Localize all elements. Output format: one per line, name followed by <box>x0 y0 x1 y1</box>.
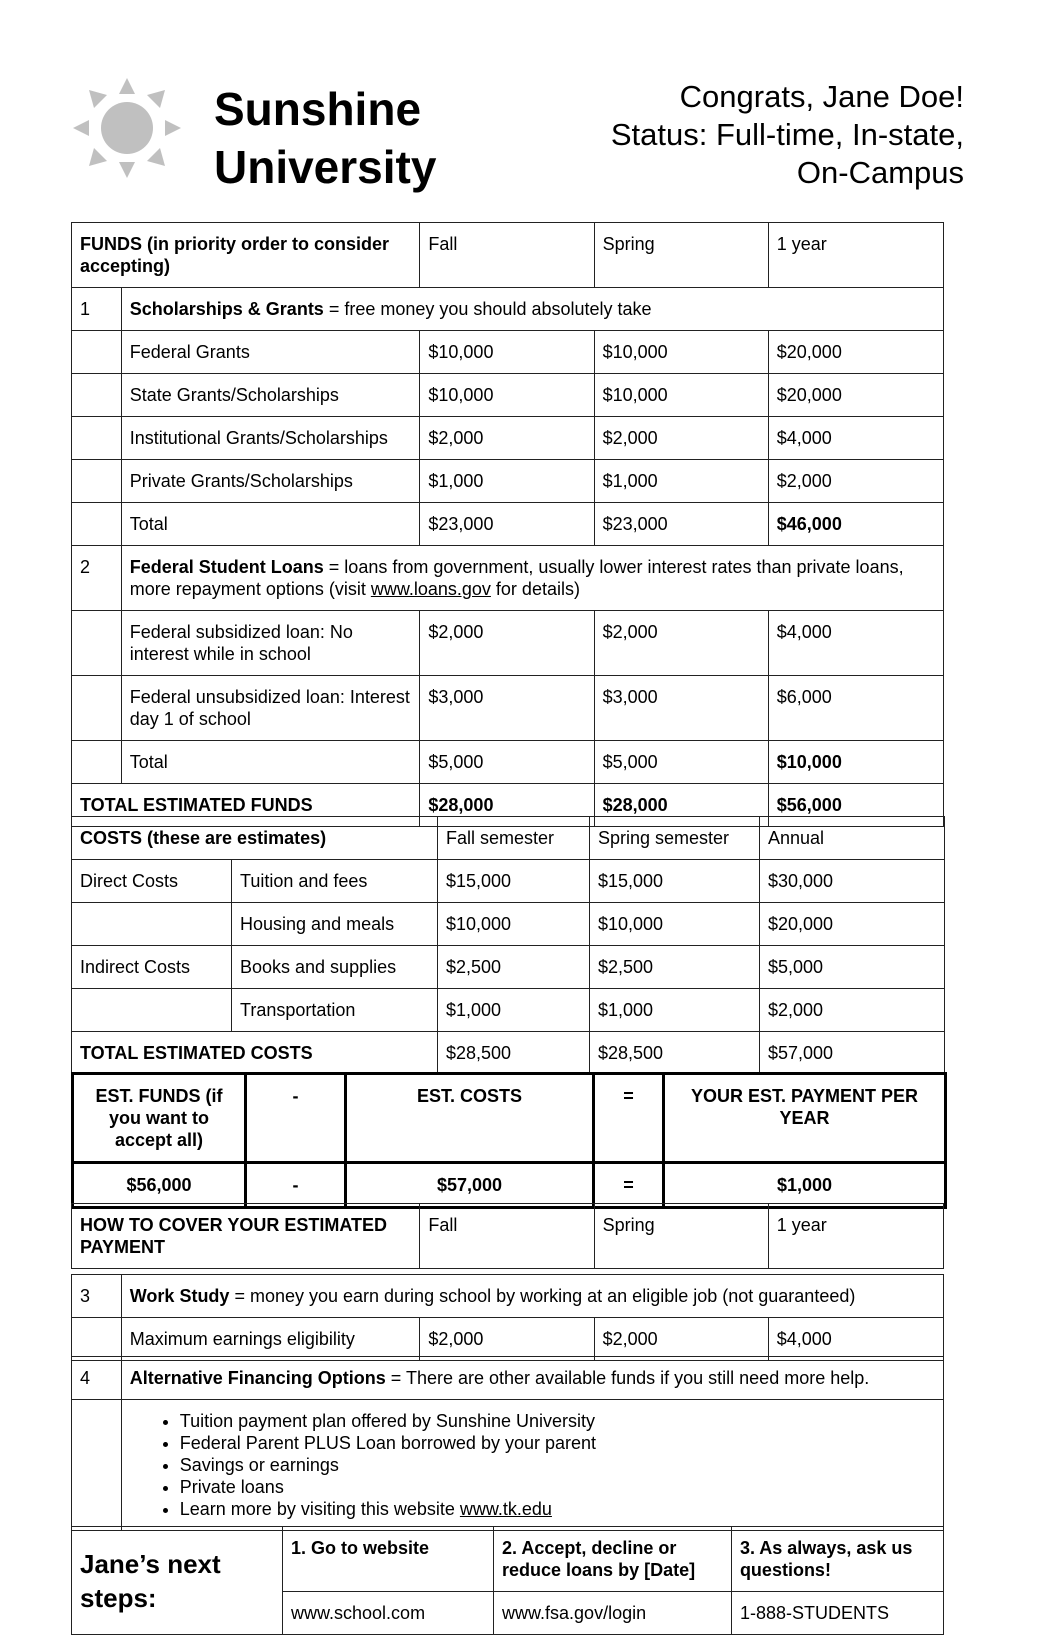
row-label: State Grants/Scholarships <box>121 374 420 417</box>
cost-spring: $15,000 <box>590 860 760 903</box>
section-title: Federal Student Loans <box>129 557 324 577</box>
list-item-text: Learn more by visiting this website <box>179 1499 460 1519</box>
list-item: • Private loans <box>180 1476 935 1498</box>
table-row <box>72 611 944 676</box>
row-label: Federal subsidized loan: No interest while in school <box>121 611 420 676</box>
step-3-label: 3. As always, ask us questions! <box>731 1527 943 1592</box>
row-year: $10,000 <box>768 741 943 784</box>
total-costs-spring: $28,500 <box>590 1032 760 1075</box>
cost-item: Transportation <box>232 989 438 1032</box>
row-fall: $1,000 <box>420 460 594 503</box>
section-desc: = free money you should absolutely take <box>323 299 652 319</box>
calc-value-equals: = <box>594 1163 664 1208</box>
options-list <box>130 1410 935 1520</box>
total-costs-label: TOTAL ESTIMATED COSTS <box>72 1032 438 1075</box>
tk-edu-link[interactable]: www.tk.edu <box>459 1499 552 1519</box>
work-study-table <box>71 1274 944 1361</box>
cover-header-title: HOW TO COVER YOUR ESTIMATED PAYMENT <box>72 1204 420 1269</box>
row-year: $2,000 <box>768 460 943 503</box>
row-label: Total <box>121 503 420 546</box>
status-line: Status: Full-time, In-state, <box>610 117 964 152</box>
cost-annual: $30,000 <box>760 860 945 903</box>
row-fall: $5,000 <box>420 741 594 784</box>
section-number: 4 <box>72 1357 122 1400</box>
table-row <box>72 1318 944 1361</box>
section-title: Work Study <box>129 1286 230 1306</box>
cost-item: Tuition and fees <box>232 860 438 903</box>
university-name-line2: University <box>214 141 437 193</box>
section-number: 3 <box>72 1275 122 1318</box>
funds-table <box>71 222 944 827</box>
costs-header-fall: Fall semester <box>438 817 590 860</box>
calc-header-equals: = <box>594 1074 664 1163</box>
list-item: • Federal Parent PLUS Loan borrowed by your parent <box>180 1432 935 1454</box>
total-costs-annual: $57,000 <box>760 1032 945 1075</box>
section-title: Scholarships & Grants <box>129 299 324 319</box>
row-spring: $1,000 <box>594 460 768 503</box>
total-funds-label: TOTAL ESTIMATED FUNDS <box>72 784 420 827</box>
step-1-label: 1. Go to website <box>283 1527 494 1592</box>
section-row-alternative <box>72 1357 944 1400</box>
row-spring: $10,000 <box>594 331 768 374</box>
section-desc: = money you earn during school by working at an eligible job (not guaranteed) <box>229 1286 856 1306</box>
calc-value-costs: $57,000 <box>346 1163 594 1208</box>
cost-item: Housing and meals <box>232 903 438 946</box>
section-description <box>121 288 943 331</box>
costs-header-spring: Spring semester <box>590 817 760 860</box>
table-row <box>72 860 945 903</box>
section-desc-end: for details) <box>490 579 580 599</box>
cost-spring: $10,000 <box>590 903 760 946</box>
cost-annual: $2,000 <box>760 989 945 1032</box>
step-2-label: 2. Accept, decline or reduce loans by [Date] <box>494 1527 732 1592</box>
cover-header-year: 1 year <box>768 1204 943 1269</box>
total-funds-fall: $28,000 <box>420 784 594 827</box>
row-spring: $2,000 <box>594 417 768 460</box>
cost-category: Indirect Costs <box>72 946 232 989</box>
table-row <box>72 946 945 989</box>
row-fall: $2,000 <box>420 417 594 460</box>
row-fall: $23,000 <box>420 503 594 546</box>
total-costs-fall: $28,500 <box>438 1032 590 1075</box>
subtotal-row <box>72 741 944 784</box>
row-spring: $2,000 <box>594 611 768 676</box>
sun-icon <box>72 78 182 188</box>
row-label: Private Grants/Scholarships <box>121 460 420 503</box>
section-number: 1 <box>72 288 122 331</box>
row-label: Total <box>121 741 420 784</box>
funds-header-year: 1 year <box>768 223 943 288</box>
table-row <box>72 374 944 417</box>
row-fall: $2,000 <box>420 1318 594 1361</box>
table-row <box>72 417 944 460</box>
subtotal-row <box>72 503 944 546</box>
congrats-message <box>611 78 964 192</box>
loans-gov-link[interactable]: www.loans.gov <box>370 579 491 599</box>
step-2-value[interactable]: www.fsa.gov/login <box>494 1592 732 1635</box>
steps-header-row <box>72 1527 944 1592</box>
funds-header-spring: Spring <box>594 223 768 288</box>
cost-spring: $2,500 <box>590 946 760 989</box>
section-description <box>121 546 943 611</box>
step-1-value[interactable]: www.school.com <box>283 1592 494 1635</box>
alternative-financing-table <box>71 1356 944 1531</box>
section-description <box>121 1357 943 1400</box>
row-fall: $10,000 <box>420 374 594 417</box>
step-3-value: 1-888-STUDENTS <box>731 1592 943 1635</box>
row-year: $46,000 <box>768 503 943 546</box>
next-steps-table <box>71 1526 944 1635</box>
document-header <box>0 0 1056 210</box>
cost-annual: $5,000 <box>760 946 945 989</box>
calc-header-payment: YOUR EST. PAYMENT PER YEAR <box>664 1074 946 1163</box>
row-year: $20,000 <box>768 331 943 374</box>
payment-calculation-table <box>71 1072 947 1209</box>
cost-category: Direct Costs <box>72 860 232 903</box>
list-item: • Savings or earnings <box>180 1454 935 1476</box>
row-spring: $2,000 <box>594 1318 768 1361</box>
next-steps-title: Jane’s next steps: <box>72 1527 283 1635</box>
row-year: $4,000 <box>768 1318 943 1361</box>
calc-value-row <box>73 1163 946 1208</box>
calc-value-payment: $1,000 <box>664 1163 946 1208</box>
section-description <box>121 1275 943 1318</box>
row-year: $4,000 <box>768 417 943 460</box>
status-line-cont: On-Campus <box>796 155 964 190</box>
cover-header-fall: Fall <box>420 1204 594 1269</box>
cover-header-spring: Spring <box>594 1204 768 1269</box>
cost-item: Books and supplies <box>232 946 438 989</box>
calc-header-row <box>73 1074 946 1163</box>
section-title: Alternative Financing Options <box>129 1368 386 1388</box>
cost-spring: $1,000 <box>590 989 760 1032</box>
options-list-cell <box>121 1400 943 1531</box>
row-label: Maximum earnings eligibility <box>121 1318 420 1361</box>
row-label: Federal Grants <box>121 331 420 374</box>
congrats-line1: Congrats, Jane Doe! <box>679 79 964 114</box>
calc-header-costs: EST. COSTS <box>346 1074 594 1163</box>
cost-category <box>72 903 232 946</box>
funds-header-row <box>72 223 944 288</box>
list-item <box>180 1498 935 1520</box>
row-year: $6,000 <box>768 676 943 741</box>
university-name <box>214 80 436 196</box>
section-row-work-study <box>72 1275 944 1318</box>
row-fall: $10,000 <box>420 331 594 374</box>
total-costs-row <box>72 1032 945 1075</box>
row-label: Federal unsubsidized loan: Interest day 1 of school <box>121 676 420 741</box>
university-name-line1: Sunshine <box>214 83 422 135</box>
cost-category <box>72 989 232 1032</box>
costs-header-row <box>72 817 945 860</box>
row-year: $20,000 <box>768 374 943 417</box>
funds-header-fall: Fall <box>420 223 594 288</box>
row-label: Institutional Grants/Scholarships <box>121 417 420 460</box>
costs-header-annual: Annual <box>760 817 945 860</box>
calc-value-funds: $56,000 <box>73 1163 246 1208</box>
table-row <box>72 460 944 503</box>
cost-fall: $10,000 <box>438 903 590 946</box>
section-desc: = There are other available funds if you still need more help. <box>385 1368 870 1388</box>
costs-header-title: COSTS (these are estimates) <box>72 817 438 860</box>
alternative-options-row <box>72 1400 944 1531</box>
cover-payment-table <box>71 1203 944 1269</box>
total-funds-year: $56,000 <box>768 784 943 827</box>
table-row <box>72 989 945 1032</box>
costs-table <box>71 816 945 1075</box>
row-spring: $23,000 <box>594 503 768 546</box>
section-row-loans <box>72 546 944 611</box>
cost-fall: $2,500 <box>438 946 590 989</box>
section-desc: = loans from government, usually lower interest rates than private loans, more repayment options (visit <box>129 557 904 599</box>
table-row <box>72 331 944 374</box>
list-item: • Tuition payment plan offered by Sunshine University <box>180 1410 935 1432</box>
row-year: $4,000 <box>768 611 943 676</box>
row-fall: $3,000 <box>420 676 594 741</box>
row-spring: $10,000 <box>594 374 768 417</box>
cost-fall: $1,000 <box>438 989 590 1032</box>
section-number: 2 <box>72 546 122 611</box>
calc-header-minus: - <box>246 1074 346 1163</box>
cover-header-row <box>72 1204 944 1269</box>
row-spring: $5,000 <box>594 741 768 784</box>
table-row <box>72 676 944 741</box>
section-row-scholarships <box>72 288 944 331</box>
calc-header-funds: EST. FUNDS (if you want to accept all) <box>73 1074 246 1163</box>
row-spring: $3,000 <box>594 676 768 741</box>
cost-annual: $20,000 <box>760 903 945 946</box>
row-fall: $2,000 <box>420 611 594 676</box>
funds-header-title: FUNDS (in priority order to consider accepting) <box>72 223 420 288</box>
table-row <box>72 903 945 946</box>
calc-value-minus: - <box>246 1163 346 1208</box>
cost-fall: $15,000 <box>438 860 590 903</box>
total-funds-spring: $28,000 <box>594 784 768 827</box>
